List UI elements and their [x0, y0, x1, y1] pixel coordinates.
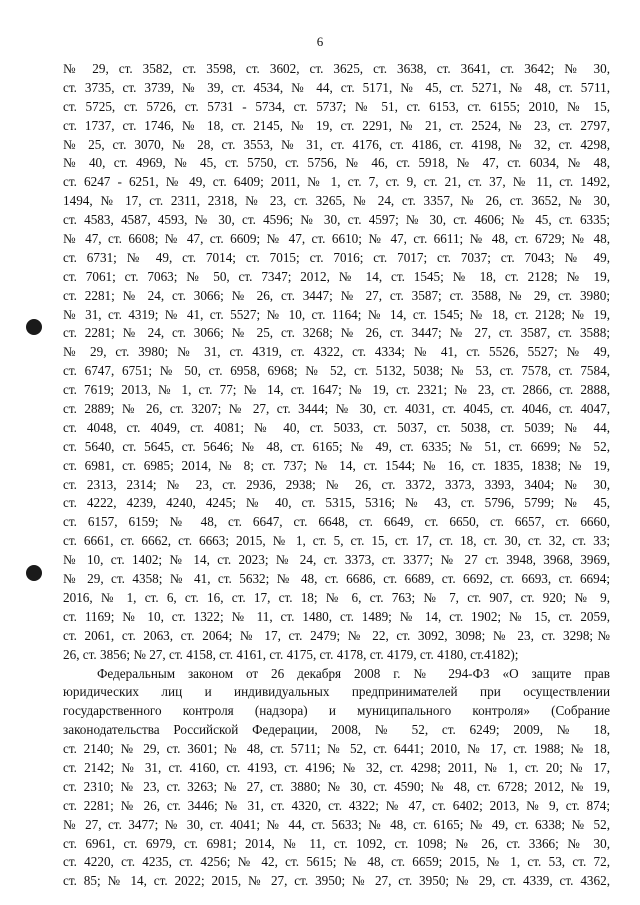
text-line: ст. 6961, ст. 6979, ст. 6981; 2014, № 11, ст. 1092, ст. 1098; № 26, ст. 3366; № 30,	[63, 835, 610, 851]
text-line: ст. 6747, 6751; № 50, ст. 6958, 6968; № 52, ст. 5132, 5038; № 53, ст. 7578, ст. 7584,	[63, 363, 610, 379]
text-line: ст. 1737, ст. 1746, № 18, ст. 2145, № 19, ст. 2291, № 21, ст. 2524, № 23, ст. 2797,	[63, 117, 610, 133]
text-line: законодательства Российской Федерации, 2008, № 52, ст. 6249; 2009, № 18,	[63, 722, 610, 738]
punch-hole-bottom	[26, 565, 42, 581]
text-line: ст. 4583, 4587, 4593, № 30, ст. 4596; № 30, ст. 4597; № 30, ст. 4606; № 45, ст. 6335;	[63, 212, 610, 228]
text-line: ст. 5640, ст. 5645, ст. 5646; № 48, ст. 6165; № 49, ст. 6335; № 51, ст. 6699; № 52,	[63, 438, 610, 454]
text-line: ст. 2889; № 26, ст. 3207; № 27, ст. 3444; № 30, ст. 4031, ст. 4045, ст. 4046, ст. 4047,	[63, 401, 610, 417]
text-line: Федеральным законом от 26 декабря 2008 г. № 294-ФЗ «О защите прав	[97, 665, 610, 681]
text-line: № 47, ст. 6608; № 47, ст. 6609; № 47, ст. 6610; № 47, ст. 6611; № 48, ст. 6729; № 48,	[63, 231, 610, 247]
text-line: № 25, ст. 3070, № 28, ст. 3553, № 31, ст. 4176, ст. 4186, ст. 4198, № 32, ст. 4298,	[63, 136, 610, 152]
text-line: ст. 6661, ст. 6662, ст. 6663; 2015, № 1, ст. 5, ст. 15, ст. 17, ст. 18, ст. 30, ст. 32, ст. 33;	[63, 533, 610, 549]
text-line: ст. 6157, 6159; № 48, ст. 6647, ст. 6648, ст. 6649, ст. 6650, ст. 6657, ст. 6660,	[63, 514, 610, 530]
text-line: ст. 7619; 2013, № 1, ст. 77; № 14, ст. 1647; № 19, ст. 2321; № 23, ст. 2866, ст. 2888,	[63, 382, 610, 398]
text-line: ст. 2281; № 24, ст. 3066; № 25, ст. 3268; № 26, ст. 3447; № 27, ст. 3587, ст. 3588;	[63, 325, 610, 341]
text-line: № 27, ст. 3477; № 30, ст. 4041; № 44, ст. 5633; № 48, ст. 6165; № 49, ст. 6338; № 52,	[63, 816, 610, 832]
text-line: ст. 7061; ст. 7063; № 50, ст. 7347; 2012, № 14, ст. 1545; № 18, ст. 2128; № 19,	[63, 268, 610, 284]
text-line: ст. 4222, 4239, 4240, 4245; № 40, ст. 5315, 5316; № 43, ст. 5796, 5799; № 45,	[63, 495, 610, 511]
text-line: ст. 85; № 14, ст. 2022; 2015, № 27, ст. 3950; № 27, ст. 3950; № 29, ст. 4339, ст. 4362,	[63, 873, 610, 889]
text-line: № 10, ст. 1402; № 14, ст. 2023; № 24, ст. 3373, ст. 3377; № 27 ст. 3948, 3968, 3969,	[63, 552, 610, 568]
text-line: ст. 2281; № 26, ст. 3446; № 31, ст. 4320, ст. 4322; № 47, ст. 6402; 2013, № 9, ст. 874;	[63, 797, 610, 813]
text-line: ст. 2142; № 31, ст. 4160, ст. 4193, ст. 4196; № 32, ст. 4298; 2011, № 1, ст. 20; № 17,	[63, 759, 610, 775]
text-line: ст. 6981, ст. 6985; 2014, № 8; ст. 737; № 14, ст. 1544; № 16, ст. 1835, 1838; № 19,	[63, 457, 610, 473]
punch-hole-top	[26, 319, 42, 335]
text-line: ст. 2140; № 29, ст. 3601; № 48, ст. 5711; № 52, ст. 6441; 2010, № 17, ст. 1988; № 18,	[63, 741, 610, 757]
text-line: ст. 2310; № 23, ст. 3263; № 27, ст. 3880; № 30, ст. 4590; № 48, ст. 6728; 2012, № 19,	[63, 778, 610, 794]
text-line: 2016, № 1, ст. 6, ст. 16, ст. 17, ст. 18; № 6, ст. 763; № 7, ст. 907, ст. 920; № 9,	[63, 589, 610, 605]
paragraph-federal-law-294	[63, 665, 610, 892]
text-line: ст. 6731; № 49, ст. 7014; ст. 7015; ст. 7016; ст. 7017; ст. 7037; ст. 7043; № 49,	[63, 249, 610, 265]
text-line: ст. 2061, ст. 2063, ст. 2064; № 17, ст. 2479; № 22, ст. 3092, 3098; № 23, ст. 3298;№	[63, 627, 610, 643]
document-body	[63, 60, 610, 891]
text-line: юридических лиц и индивидуальных предпринимателей при осуществлении	[63, 684, 610, 700]
text-line: ст. 2281; № 24, ст. 3066; № 26, ст. 3447; № 27, ст. 3587; ст. 3588, № 29, ст. 3980;	[63, 287, 610, 303]
text-line: ст. 4220, ст. 4235, ст. 4256; № 42, ст. 5615; № 48, ст. 6659; 2015, № 1, ст. 53, ст. 72,	[63, 854, 610, 870]
page-number: 6	[316, 34, 324, 49]
text-line: 1494, № 17, ст. 2311, 2318, № 23, ст. 3265, № 24, ст. 3357, № 26, ст. 3652, № 30,	[63, 193, 610, 209]
text-line: № 29, ст. 3582, ст. 3598, ст. 3602, ст. 3625, ст. 3638, ст. 3641, ст. 3642; № 30,	[63, 61, 610, 76]
text-line: государственного контроля (надзора) и муниципального контроля» (Собрание	[63, 703, 610, 719]
text-line: № 29, ст. 4358; № 41, ст. 5632; № 48, ст. 6686, ст. 6689, ст. 6692, ст. 6693, ст. 6694;	[63, 571, 610, 587]
text-line: ст. 3735, ст. 3739, № 39, ст. 4534, № 44, ст. 5171, № 45, ст. 5271, № 48, ст. 5711,	[63, 79, 610, 95]
text-line: № 31, ст. 4319; № 41, ст. 5527; № 10, ст. 1164; № 14, ст. 1545; № 18, ст. 2128; № 19,	[63, 306, 610, 322]
text-line: ст. 4048, ст. 4049, ст. 4081; № 40, ст. 5033, ст. 5037, ст. 5038, ст. 5039; № 44,	[63, 419, 610, 435]
text-line: № 40, ст. 4969, № 45, ст. 5750, ст. 5756, № 46, ст. 5918, № 47, ст. 6034, № 48,	[63, 155, 610, 171]
paragraph-legislation-list	[63, 60, 610, 665]
text-line: ст. 1169; № 10, ст. 1322; № 11, ст. 1480, ст. 1489; № 14, ст. 1902; № 15, ст. 2059,	[63, 608, 610, 624]
text-line: ст. 6247 - 6251, № 49, ст. 6409; 2011, № 1, ст. 7, ст. 9, ст. 21, ст. 37, № 11, ст. 1492,	[63, 174, 610, 190]
text-line: № 29, ст. 3980; № 31, ст. 4319, ст. 4322, ст. 4334; № 41, ст. 5526, 5527; № 49,	[63, 344, 610, 360]
text-line: ст. 2313, 2314; № 23, ст. 2936, 2938; № 26, ст. 3372, 3373, 3393, 3404; № 30,	[63, 476, 610, 492]
text-line: 26, ст. 3856; № 27, ст. 4158, ст. 4161, ст. 4175, ст. 4178, ст. 4179, ст. 4180, ст.4182);	[63, 646, 519, 662]
text-line: ст. 5725, ст. 5726, ст. 5731 - 5734, ст. 5737; № 51, ст. 6153, ст. 6155; 2010, № 15,	[63, 98, 610, 114]
